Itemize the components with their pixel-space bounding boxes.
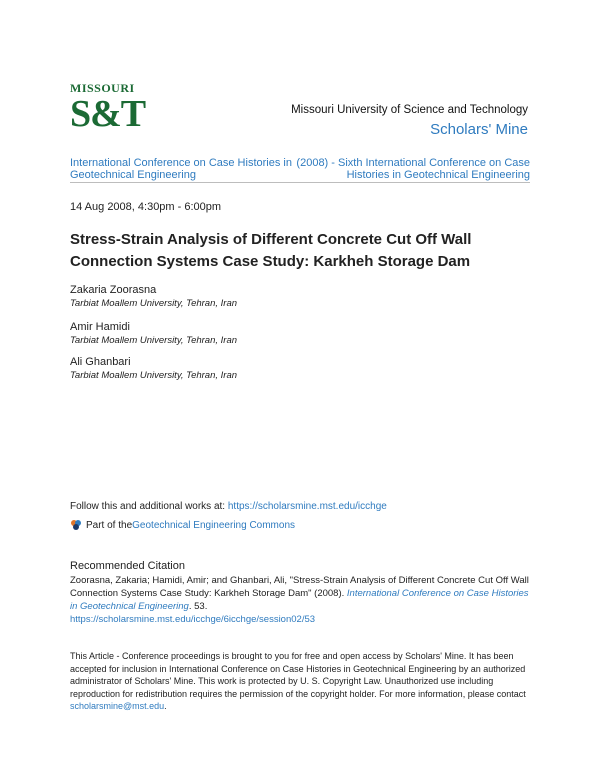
author-affiliation: Tarbiat Moallem University, Tehran, Iran: [70, 335, 238, 346]
conference-edition-line1: (2008) - Sixth International Conference on Case: [296, 157, 530, 169]
access-statement-text: This Article - Conference proceedings is brought to you for free and open access by Scholars' Mine. It has been accepted for inclusion in International Conference on Case Histories in Geotechnical Engineering by an authorized administrator of Scholars' Mine. This work is protected by U. S. Copyright Law. Unauthorized use including reproduction for redistribution requires the permission of the copyright holder. For more information, please contact: [70, 651, 526, 699]
conference-edition-link[interactable]: [295, 157, 530, 181]
logo-monogram: S&T: [70, 93, 146, 135]
part-of-prefix: Part of the: [86, 519, 133, 531]
author-name: Zakaria Zoorasna: [70, 284, 157, 296]
follow-line: [70, 501, 387, 512]
citation-number: . 53.: [188, 601, 208, 612]
citation-text: Zoorasna, Zakaria; Hamidi, Amir; and Ghanbari, Ali, "Stress-Strain Analysis of Different Concrete Cut Off Wall Connection Systems Case Study: Karkheh Storage Dam" (2008).: [70, 575, 529, 599]
missouri-st-logo: [70, 81, 146, 138]
author-name: Amir Hamidi: [70, 321, 130, 333]
logo-wordmark: MISSOURI: [70, 81, 135, 95]
paper-title: Stress-Strain Analysis of Different Concrete Cut Off Wall Connection Systems Case Study: Karkheh Storage Dam: [70, 231, 472, 270]
follow-prefix: Follow this and additional works at:: [70, 501, 228, 512]
author-affiliation: Tarbiat Moallem University, Tehran, Iran: [70, 298, 238, 309]
session-date: 14 Aug 2008, 4:30pm - 6:00pm: [70, 201, 222, 213]
institution-name: Missouri University of Science and Technology: [291, 104, 528, 116]
author-name: Ali Ghanbari: [70, 356, 131, 368]
repository-link[interactable]: Scholars' Mine: [430, 121, 528, 138]
conference-series-line1: International Conference on Case Histories in: [70, 157, 292, 169]
conference-series-line2: Geotechnical Engineering: [70, 169, 196, 181]
conference-breadcrumb: [70, 157, 530, 183]
access-statement-end: .: [164, 701, 167, 711]
citation-journal-link[interactable]: International Conference on Case Histories in Geotechnical Engineering: [70, 588, 529, 612]
author-affiliation: Tarbiat Moallem University, Tehran, Iran: [70, 370, 238, 381]
citation-heading: Recommended Citation: [70, 560, 185, 572]
conference-edition-line2: Histories in Geotechnical Engineering: [346, 169, 530, 181]
commons-link[interactable]: Geotechnical Engineering Commons: [132, 519, 296, 531]
commons-icon: [70, 519, 82, 531]
citation-url[interactable]: https://scholarsmine.mst.edu/icchge/6icchge/session02/53: [70, 614, 316, 625]
contact-email-link[interactable]: scholarsmine@mst.edu: [70, 701, 165, 711]
citation-body: [70, 574, 530, 626]
access-statement: [70, 650, 530, 713]
follow-link[interactable]: https://scholarsmine.mst.edu/icchge: [227, 501, 387, 512]
part-of-line: [70, 519, 295, 531]
conference-series-link[interactable]: [70, 157, 300, 181]
